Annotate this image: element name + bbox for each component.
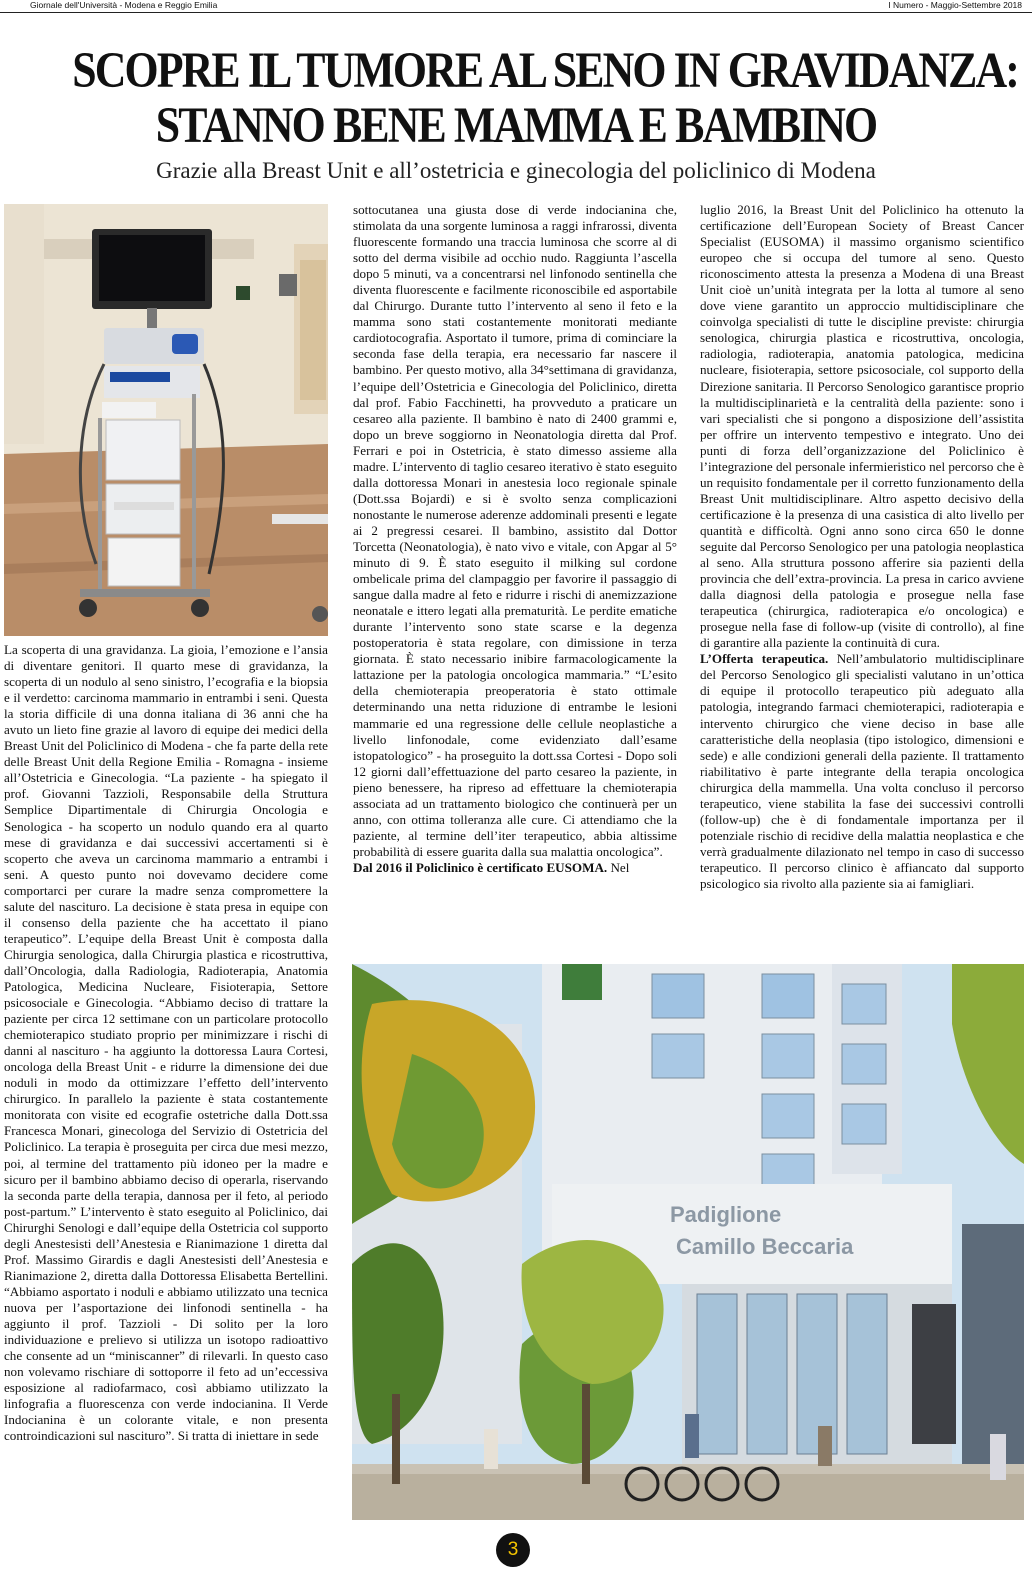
hospital-illustration: [352, 964, 1024, 1520]
headline-line-2: STANNO BENE MAMMA E BAMBINO: [155, 98, 877, 154]
sign-line-1: Padiglione: [670, 1202, 782, 1227]
column-2-paragraph: [353, 860, 677, 876]
column-3-paragraph: [700, 651, 1024, 892]
column-3-tail: Nell’ambulatorio multidisciplinare del Percorso Senologico gli specialisti valutano in un’ottica di equipe il protocollo terapeutico più adeguato alla patologia, integrando farmaci chemioterapici, radioterapia e intervento chirurgico che viene deciso in base alle caratteristiche della neoplasia (tipo istologico, dimensioni e sede) e alle condizioni generali della paziente. Il trattamento riabilitativo è parte integrante della terapia oncologica chirurgica della mammella. Una volta concluso il percorso terapeutico, viene stabilita la fase dei successivi controlli (follow-up) che è di fondamentale importanza per il potenziale rischio di recidive della malattia neoplastica e che verrà gradualmente dilazionato nel tempo in caso di successo terapeutico. Il percorso clinico è affiancato dal supporto psicologico sia rivolto alla paziente sia ai famigliari.: [700, 651, 1024, 891]
column-1-text: La scoperta di una gravidanza. La gioia, l’emozione e l’ansia di diventare genitori. Il quarto mese di gravidanza, la scoperta di un nodulo al seno sinistro, l’ecografia e la biopsia e il verdetto: carcinoma mammario in entrambi i seni. Questa la storia difficile di una donna italiana di 36 anni che ha avuto un lieto fine grazie al lavoro di equipe dei medici della Breast Unit del Policlinico di Modena - che fa parte della rete delle Breast Unit della Regione Emilia - Romagna - insieme all’Ostetricia e Ginecologia. “La paziente - ha spiegato il prof. Giovanni Tazzioli, Responsabile della Struttura Semplice Dipartimentale di Chirurgia Oncologia e Senologica - ha scoperto un nodulo quando era al quarto mese di gravidanza e dai successivi accertamenti si è scoperto che aveva un carcinoma mammario a entrambi i seni. A questo punto noi dovevamo decidere come comportarci per curare la madre senza compromettere la salute del nascituro. La decisione è stata presa in equipe con il consenso della paziente che ha accettato il piano terapeutico”. L’equipe della Breast Unit è composta dalla Chirurgia senologica, dalla Chirurgia plastica e ricostruttiva, dall’Oncologia, dalla Radiologia, Radioterapia, Anatomia Patologica, Medicina Nucleare, Fisioterapia, Settore psicosociale e Ginecologia. “Abbiamo deciso di trattare la paziente per circa 12 settimane con un particolare protocollo chemioterapico studiato proprio per minimizzare i rischi di danni al nascituro - ha aggiunto la dottoressa Laura Cortesi, oncologa della Breast Unit - e ridurre la dimensione dei due noduli in modo da ottimizzare l’effetto dell’intervento chirurgico. In parallelo la paziente è stata costantemente monitorata con visite ed ecografie ostetriche dalla Dott.ssa Francesca Monari, ginecologa del Servizio di Ostetricia del Policlinico. La terapia è proseguita per circa due mesi mezzo, poi, al termine del trattamento più idoneo per la madre e sicuro per il bambino abbiamo deciso di operarla, riservando la seconda parte della terapia, dannosa per il feto, al periodo post-partum.” L’intervento è stato eseguito al Policlinico, dai Chirurghi Senologi e dall’equipe della Ostetricia col supporto degli Anestesisti dell’Anestesia e Rianimazione 1 diretta dal Prof. Massimo Girardis e dagli Anestesisti dell’Anestesia e Rianimazione 2, diretta dalla Dottoressa Elisabetta Bertellini. “Abbiamo asportato i noduli e abbiamo utilizzato una tecnica nuova per l’asportazione dei linfonodi sentinella - ha aggiunto il prof. Tazzioli - Di solito per la loro individuazione e prelievo si utilizza un isotopo radioattivo che consente ad un “miniscanner” di rilevarli. In questo caso non volevamo rischiare di sottoporre il feto ad un’eccessiva esposizione al radiofarmaco, così abbiamo utilizzato la linfografia a fluorescenza con verde indocianina. Il Verde Indocianina è un colorante vitale, e non presenta controindicazioni sul nascituro”. Si tratta di iniettare in sede: [4, 642, 328, 1444]
issue-info: I Numero - Maggio-Settembre 2018: [888, 0, 1022, 10]
subtitle: Grazie alla Breast Unit e all’ostetricia e ginecologia del policlinico di Modena: [156, 158, 876, 183]
headline: [72, 43, 1019, 154]
equipment-photo: [4, 204, 328, 636]
column-2: [353, 202, 677, 954]
column-3-text: luglio 2016, la Breast Unit del Policlinico ha ottenuto la certificazione dell’European Society of Breast Cancer Specialist (EUSOMA) il massimo organismo scientifico europeo che si occupa del tumore al seno. Questo riconoscimento attesta la presenza a Modena di una Breast Unit cioè un’unità integrata per la lotta al tumore al seno dove viene garantito un approccio multidisciplinare che coinvolga specialisti di tutte le discipline previste: chirurgia senologica, chirurgia plastica e ricostruttiva, oncologia, radiologia, radioterapia, anatomia patologica, medicina nucleare, fisioterapia, settore psicosociale, col supporto della Direzione sanitaria. Il Percorso Senologico garantisce proprio la multidisciplinarietà e la centralità della paziente: sono i vari specialisti che si pongono a disposizione dell’assistita per offrire un intervento tempestivo e integrato. Uno dei punti di forza dell’organizzazione del Policlinico è l’integrazione del personale infermieristico nel percorso che è un requisito fondamentale per il corretto funzionamento della Breast Unit multidisciplinare. Altro aspetto decisivo della certificazione è la presenza di una casistica di alto livello per quantità e difficoltà. Ogni anno sono circa 650 le donne seguite dal Percorso Senologico per una patologia neoplastica al seno. Alla struttura possono afferire sia pazienti della provincia che dell’extra-provincia. La presa in carico avviene dalla diagnosi della patologia e prosegue nella fase terapeutica (chirurgica, radioterapica e/o oncologica) e prosegue nella fase di follow-up (visite di controllo), al fine di garantire alla paziente la continuità di cura.: [700, 202, 1024, 651]
hospital-photo: [352, 964, 1024, 1520]
column-3: [700, 202, 1024, 954]
column-2-tail: Nel: [607, 859, 630, 875]
column-2-text: sottocutanea una giusta dose di verde indocianina che, stimolata da una sorgente luminosa a raggi infrarossi, diventa fluorescente formando una traccia luminosa che scorre al di sotto del derma visibile ad occhio nudo. Raggiunta l’ascella dopo 5 minuti, va a concentrarsi nel linfonodo sentinella che diventa fluorescente e facilmente riconoscibile ed asportabile dal Chirurgo. Durante tutto l’intervento al seno il feto e la mamma sono stati costantemente monitorati mediante cardiotocografia. Asportato il tumore, prima di cominciare la seconda fase della terapia, era necessario far nascere il bambino. Per questo motivo, alla 34°settimana di gravidanza, l’equipe dell’Ostetricia e Ginecologia del Policlinico, diretta dal prof. Fabio Facchinetti, ha provveduto a praticare un cesareo alla paziente. Il bambino è nato di 2400 grammi e, dopo un breve soggiorno in Neonatologia diretta dal Prof. Ferrari e poi in Ostetricia, è stato dimesso assieme alla madre. L’intervento di taglio cesareo iterativo è stato eseguito dalla dottoressa Monari in anestesia loco regionale spinale (Dott.ssa Bojardi) e si è svolto senza complicazioni nonostante le numerose aderenze addominali presenti e legate ai 2 pregressi cesarei. Il bambino, assistito dal Dottor Torcetta (Neonatologia), è nato vivo e vitale, con Apgar al 5° minuto di 9. È stato eseguito il milking sul cordone ombelicale prima del clampaggio per favorire il passaggio di sangue dalla madre al feto e ridurre i rischi di anemizzazione neonatale e ittero legati alla prematurità. Le perdite ematiche durante l’intervento sono state scarse e la degenza postoperatoria è stata regolare, con dimissione in terza giornata. È stato necessario inibire farmacologicamente la lattazione per la patologia oncologica mammaria.” “L’esito della chemioterapia preoperatoria è stato ottimale determinando una netta riduzione di entrambe le lesioni mammarie ed una regressione delle cellule neoplastiche a livello linfonodale, come evidenziato dall’esame istopatologico” - ha proseguito la dott.ssa Cortesi - Dopo soli 12 giorni dall’effettuazione del parto cesareo la paziente, in pieno benessere, ha ripreso ad effettuare la chemioterapia associata ad un trattamento biologico che continuerà per un anno, con ottima tolleranza alle cure. Ci attendiamo che la paziente, al termine dell’iter terapeutico, abbia altissime probabilità di essere guarita dalla sua malattia oncologica”.: [353, 202, 677, 859]
publication-name: Giornale dell'Università - Modena e Reggio Emilia: [30, 0, 218, 10]
offerta-heading: L’Offerta terapeutica.: [700, 651, 829, 667]
sign-line-2: Camillo Beccaria: [676, 1234, 854, 1259]
headline-line-1: SCOPRE IL TUMORE AL SENO IN GRAVIDANZA:: [72, 43, 1019, 99]
page-number: 3: [496, 1533, 530, 1567]
eusoma-heading: Dal 2016 il Policlinico è certificato EUSOMA.: [353, 859, 608, 875]
running-header: [0, 0, 1032, 13]
equipment-illustration: [4, 204, 328, 636]
column-1: [4, 642, 328, 1524]
